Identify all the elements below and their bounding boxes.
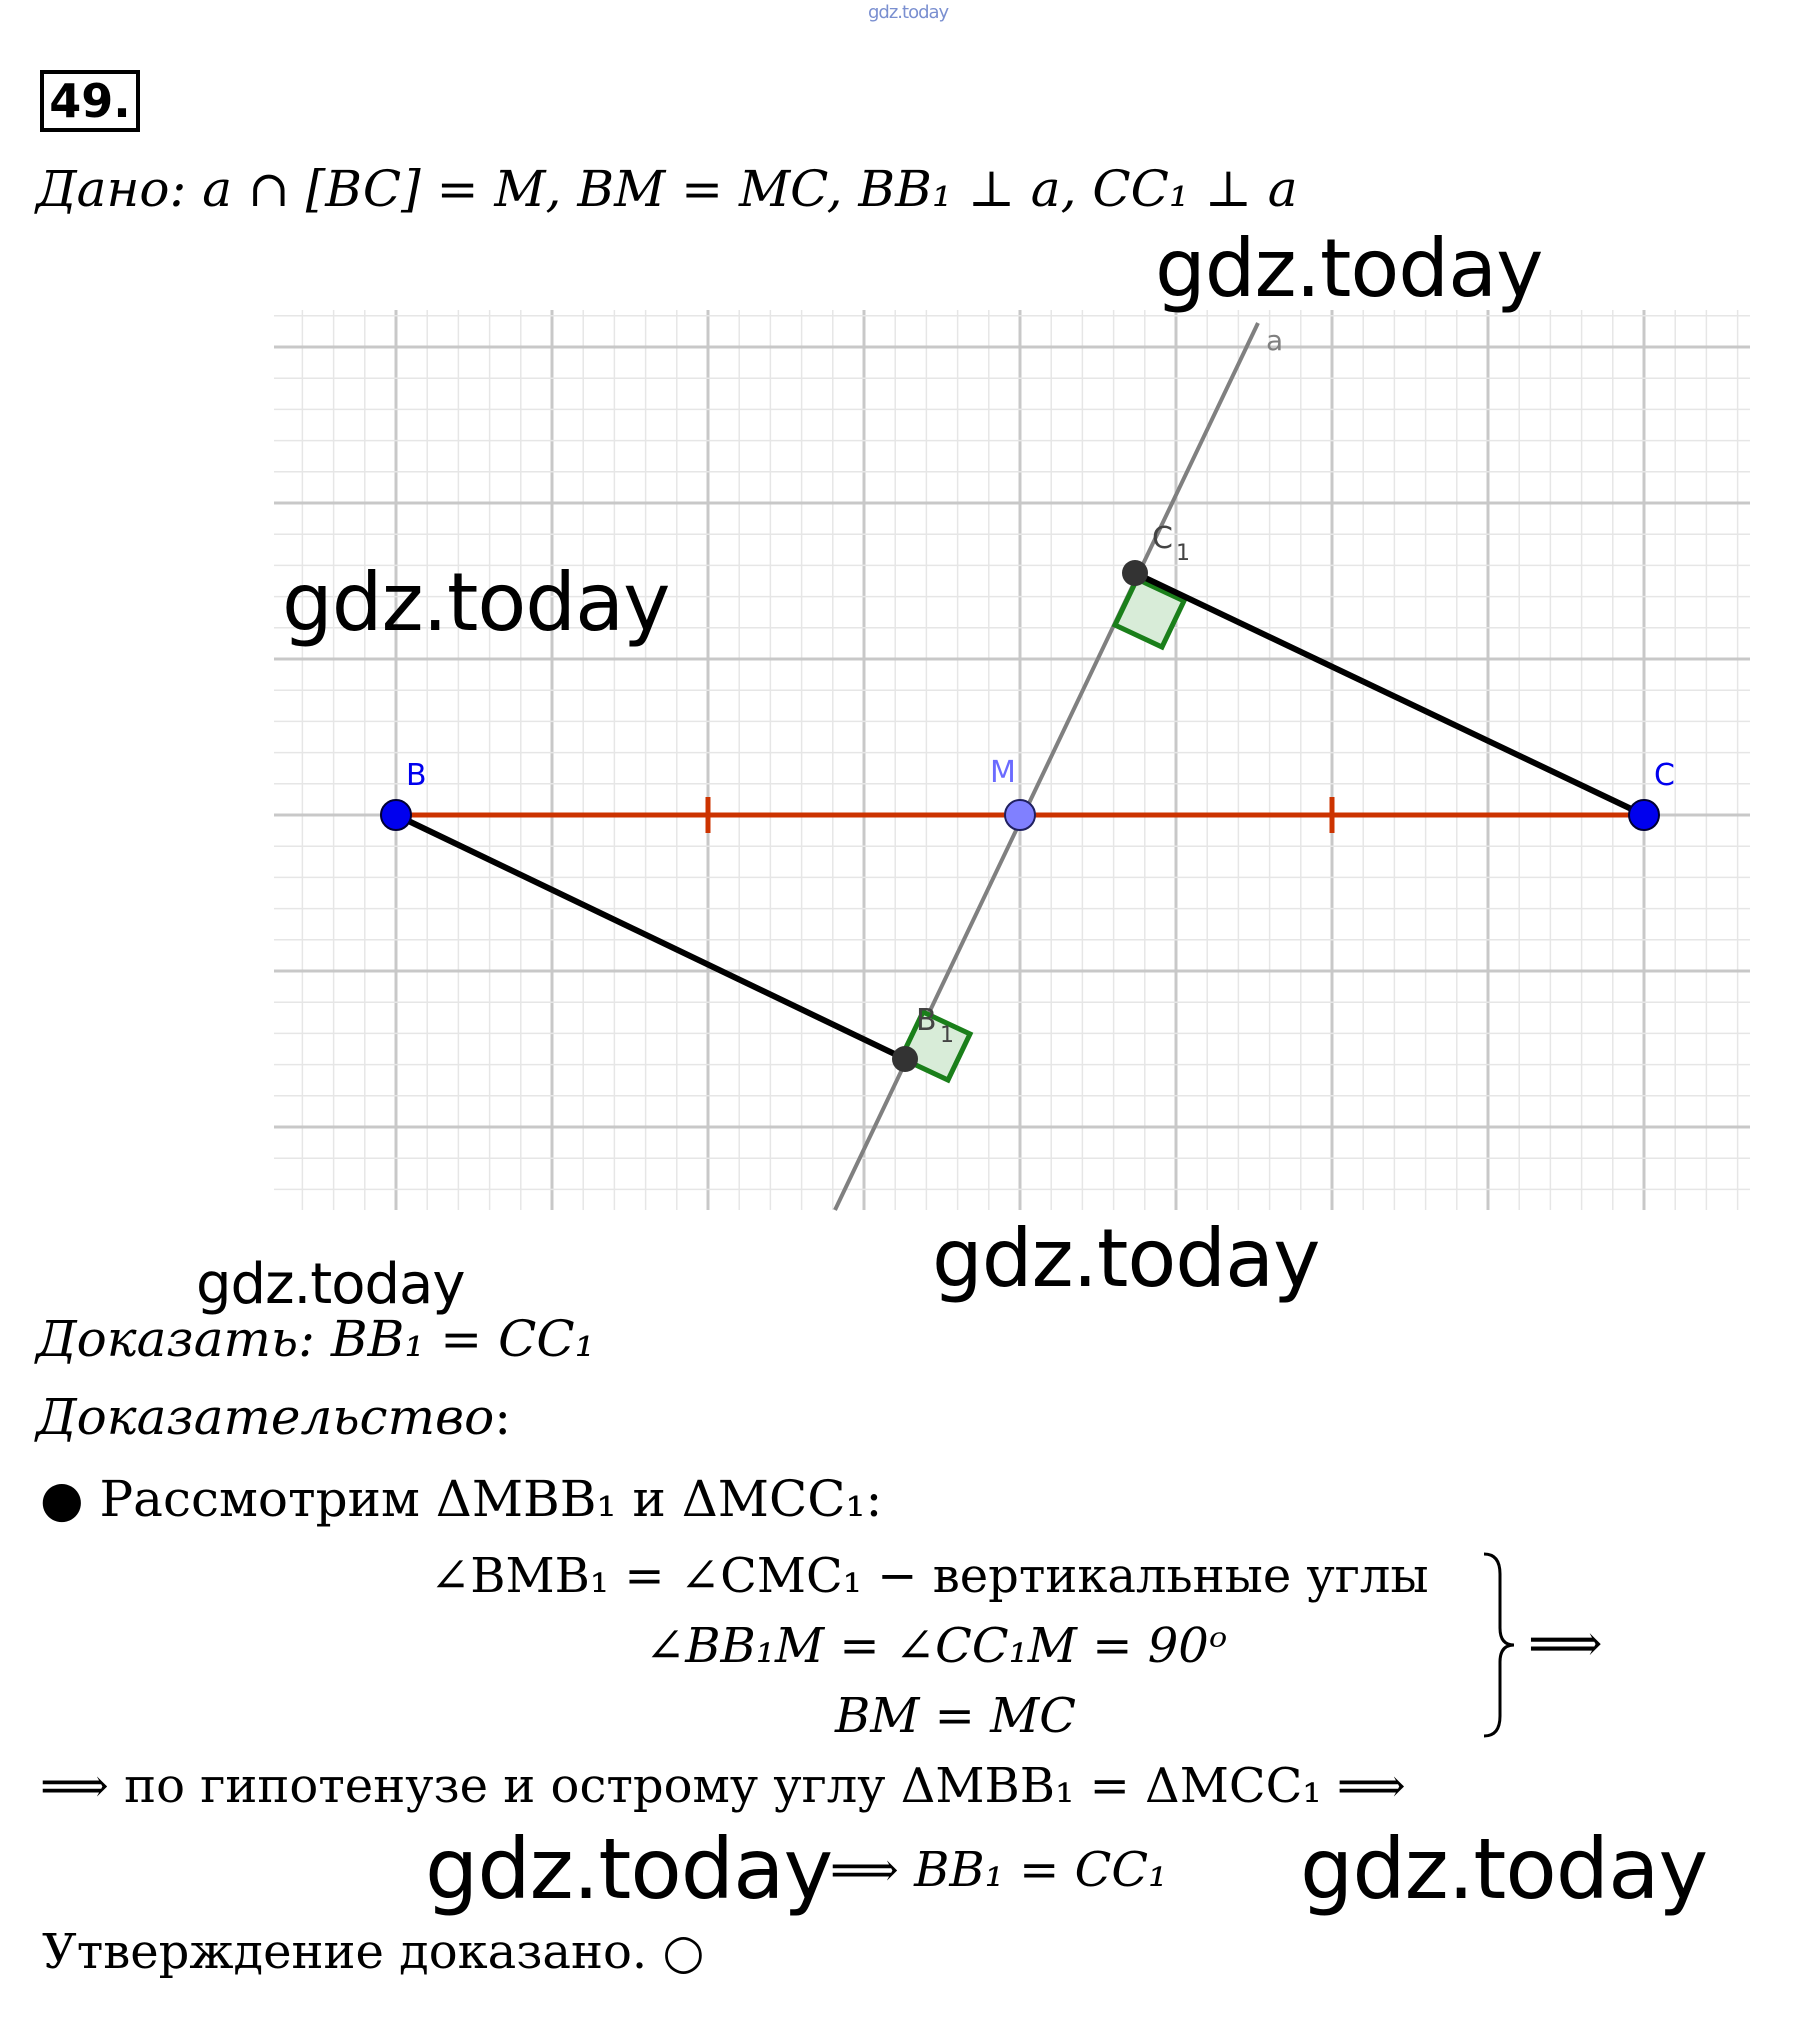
geometry-figure: [270, 310, 1770, 1220]
watermark-6: gdz.today: [1300, 1820, 1708, 1918]
proof-conclusion: ⟹ по гипотенузе и острому углу ΔMBB₁ = ΔMCC₁ ⟹: [40, 1758, 1406, 1814]
label-c1-sub: 1: [1176, 541, 1190, 566]
watermark-3: gdz.today: [932, 1212, 1320, 1305]
point-b: [381, 800, 411, 830]
prove-label: Доказать: [36, 1310, 299, 1368]
segment-cc1: [1135, 573, 1644, 815]
label-c: C: [1654, 758, 1675, 793]
given-label: Дано: [36, 160, 170, 218]
point-c1: [1122, 560, 1148, 586]
line-a: [835, 323, 1258, 1210]
watermark-4: gdz.today: [196, 1252, 465, 1317]
proof-line-3: BM = MC: [835, 1688, 1077, 1744]
segment-bb1: [396, 815, 905, 1059]
watermark-1: gdz.today: [1155, 222, 1543, 315]
point-b1: [892, 1046, 918, 1072]
label-a: a: [1266, 324, 1284, 357]
brace-implies: ⟹: [1528, 1614, 1603, 1674]
watermark-5: gdz.today: [425, 1820, 833, 1918]
problem-number: 49.: [40, 70, 140, 132]
point-m: [1005, 800, 1035, 830]
label-m: M: [990, 755, 1016, 790]
label-b1: B: [916, 1003, 937, 1038]
proof-colon: :: [494, 1388, 512, 1446]
proof-label: Доказательство: [36, 1388, 495, 1446]
proof-heading: [36, 1388, 511, 1446]
point-c: [1629, 800, 1659, 830]
given-line: [36, 160, 1298, 218]
label-b: B: [406, 758, 427, 793]
prove-statement: : BB₁ = CC₁: [298, 1310, 595, 1368]
label-c1: C: [1152, 521, 1173, 556]
given-statement: : a ∩ [BC] = M, BM = MC, BB₁ ⊥ a, CC₁ ⊥ a: [169, 160, 1298, 218]
curly-brace: [1478, 1550, 1518, 1740]
proof-end: Утверждение доказано. ○: [42, 1924, 705, 1980]
prove-line: [36, 1310, 595, 1368]
label-b1-sub: 1: [940, 1023, 954, 1048]
proof-line-1: ∠BMB₁ = ∠CMC₁ − вертикальные углы: [430, 1548, 1429, 1604]
proof-consider: ● Рассмотрим ΔMBB₁ и ΔMCC₁:: [40, 1470, 883, 1528]
proof-line-2: ∠BB₁M = ∠CC₁M = 90ᵒ: [645, 1618, 1228, 1674]
watermark-2: gdz.today: [282, 556, 670, 649]
proof-result: ⟹ BB₁ = CC₁: [830, 1842, 1168, 1898]
watermark-top: gdz.today: [868, 2, 949, 23]
